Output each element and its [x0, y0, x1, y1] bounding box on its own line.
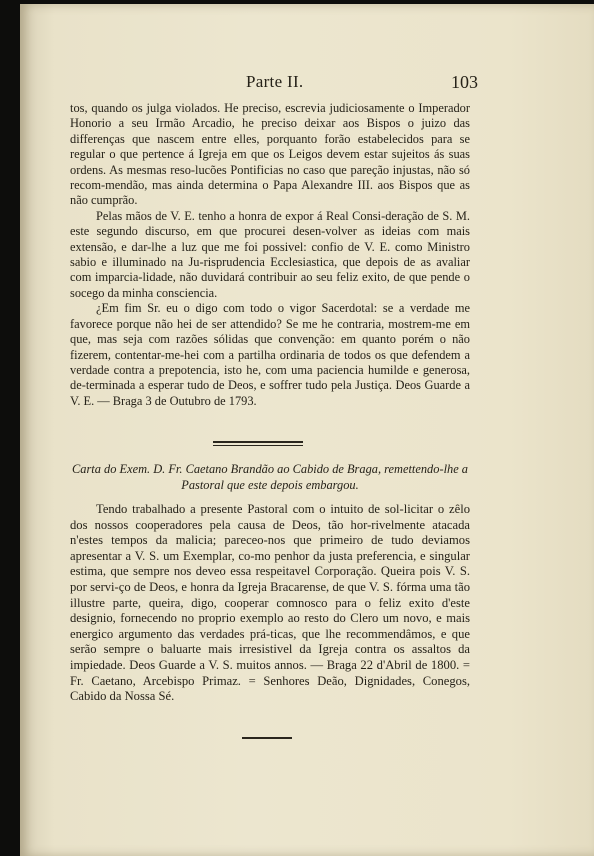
- body-text: [70, 101, 470, 409]
- letter-text: [70, 502, 470, 705]
- paragraph: Tendo trabalhado a presente Pastoral com o intuito de sol-licitar o zêlo dos nossos cooperadores pela causa de Deos, tão hor-rivelmente atacada n'estes tempos da malicia; pareceo-nos que primeiro de tudo deviamos apresentar a V. S. um Exemplar, co-mo penhor da justa preferencia, e singular estima, que sempre nos deveo essa respeitavel Corporação. Queira pois V. S. por servi-ço de Deos, e honra da Igreja Bracarense, de que V. S. fórma uma tão illustre parte, queira, digo, cooperar comnosco para o feliz exito d'este designio, fornecendo no proprio exemplo ao resto do Clero um novo, e mais energico argumento das verdades prá-ticas, que lhe recommendâmos, e que serão sempre o baluarte mais irresistivel da Igreja contra os assaltos da impiedade. Deos Guarde a V. S. muitos annos. — Braga 22 d'Abril de 1800. = Fr. Caetano, Arcebispo Primaz. = Senhores Deão, Dignidades, Conegos, Cabido da Nossa Sé.: [70, 502, 470, 704]
- running-head: Parte II.: [246, 72, 304, 91]
- page-number: 103: [451, 72, 478, 92]
- book-page: [20, 4, 594, 856]
- paragraph: ¿Em fim Sr. eu o digo com todo o vigor Sacerdotal: se a verdade me favorece porque não hei de ser attendido? Se me he contraria, mostrem-me em que, mas seja com razões sólidas que convenção: em quanto porém o não fizerem, contentar-me-hei com a partilha ordinaria de todos os que defendem a verdade contra a prepotencia, isto he, com uma paciencia humilde e generosa, de-terminada a esperar tudo de Deos, e soffrer tudo pela Justiça. Deos Guarde a V. E. — Braga 3 de Outubro de 1793.: [70, 301, 470, 408]
- page-header: [90, 72, 478, 96]
- paragraph: Pelas mãos de V. E. tenho a honra de expor á Real Consi-deração de S. M. este segundo discurso, em que procurei desen-volver as ideias com mais extensão, e dar-lhe a luz que me foi possivel: confio de V. E. como Ministro sabio e illuminado na Ju-risprudencia Ecclesiastica, que depois de as avaliar com imparcia-lidade, não duvidará contribuir ao seu feliz exito, de que pende o socego da minha consciencia.: [70, 208, 470, 300]
- end-rule: [242, 737, 292, 739]
- section-divider: [213, 441, 303, 443]
- letter-heading: Carta do Exem. D. Fr. Caetano Brandão ao Cabido de Braga, remettendo-lhe a Pastoral que este depois embargou.: [72, 462, 468, 492]
- paragraph: tos, quando os julga violados. He preciso, escrevia judiciosamente o Imperador Honorio a seu Irmão Arcadio, he preciso deixar aos Bispos o juizo das differenças que nascem entre elles, porquanto forão estabelecidos para se regular o que pertence á Igreja em que os Leigos devem estar sujeitos ás suas ordens. As mesmas reso-lucões Pontificias no caso que pareção injustas, não só recom-mendão, mas ainda determina o Papa Alexandre III. aos Bispos que as não cumprão.: [70, 101, 470, 208]
